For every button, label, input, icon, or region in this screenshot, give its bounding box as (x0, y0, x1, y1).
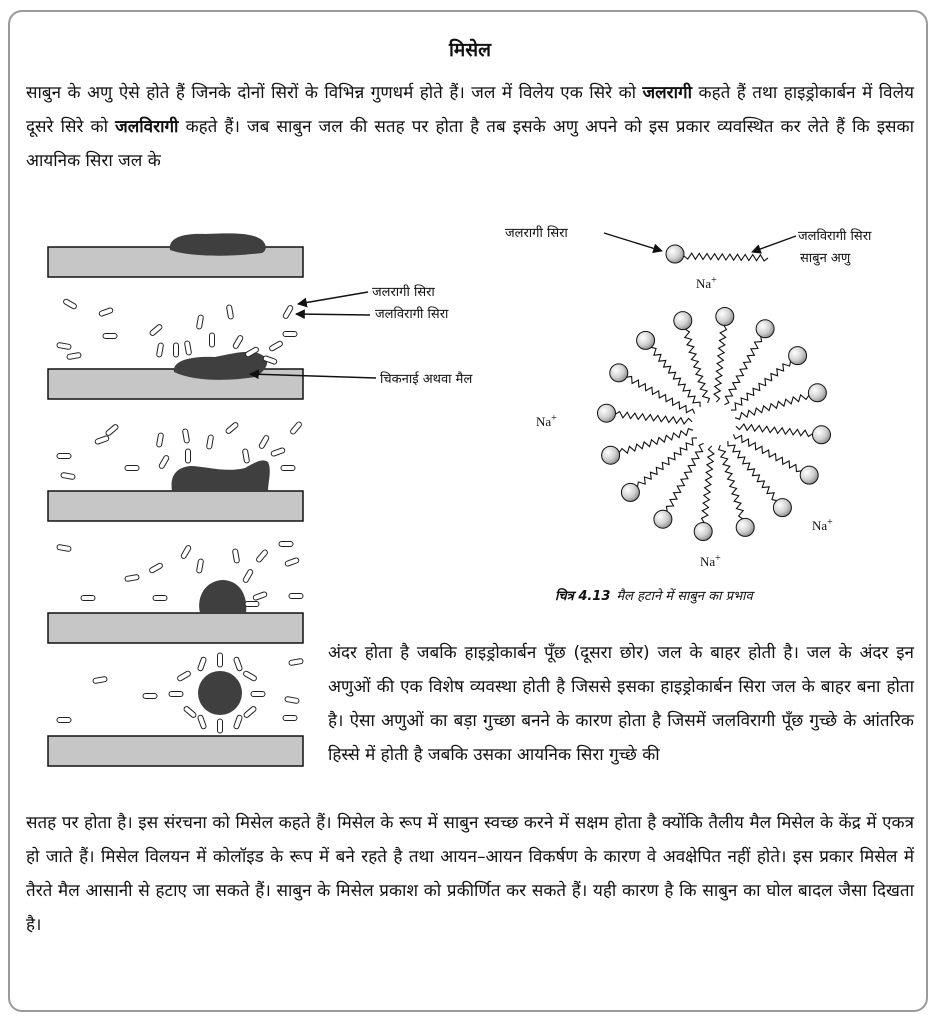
soap-molecule (99, 307, 114, 316)
soap-molecule (282, 305, 293, 320)
soap-molecule (197, 715, 206, 730)
sodium-ion-left (536, 413, 557, 429)
ionic-head (694, 523, 712, 541)
micelle-diagram (598, 308, 831, 541)
soap-molecule (143, 694, 157, 699)
soap-molecule (61, 472, 76, 479)
soap-molecule (289, 658, 304, 665)
soap-molecule (258, 435, 269, 450)
soap-molecule (81, 596, 95, 601)
label-molecule-hydrophilic: जलरागी सिरा (505, 226, 568, 241)
soap-molecule (196, 315, 203, 330)
soap-molecule (283, 332, 297, 337)
hydrocarbon-tail (731, 361, 791, 410)
ionic-head (674, 312, 692, 330)
sodium-charge: + (827, 517, 833, 528)
soap-molecule (271, 447, 286, 456)
ionic-head (789, 347, 807, 365)
hydrocarbon-tail (728, 441, 777, 501)
soap-molecule (218, 719, 223, 733)
hydrocarbon-tail (685, 329, 710, 403)
soap-molecule (57, 544, 72, 551)
hydrocarbon-tail (651, 347, 700, 407)
soap-molecule (125, 466, 139, 471)
soap-molecule (285, 557, 300, 566)
label-grease-dirt: चिकनाई अथवा मैल (380, 372, 473, 387)
intro-text-3: कहते हैं। जब साबुन जल की सतह पर होता है तब इसके अणु अपने को इस प्रकार व्यवस्थित कर लेते हैं कि इसका आयनिक सिरा जल के (26, 117, 914, 171)
soap-molecule (125, 574, 140, 581)
ionic-head (716, 308, 734, 326)
hydrocarbon-tail (735, 395, 809, 420)
sodium-symbol: Na (812, 518, 828, 533)
label-hydrophilic-end: जलरागी सिरा (372, 285, 435, 300)
soap-molecule (105, 424, 119, 437)
label-hydrophobic-end: जलविरागी सिरा (375, 307, 449, 322)
soap-molecule (243, 706, 257, 719)
ionic-head (602, 446, 620, 464)
soap-molecule (149, 562, 164, 573)
soap-molecule (218, 653, 223, 667)
hydrocarbon-tail (719, 445, 744, 519)
soap-molecule (279, 542, 293, 547)
hydrocarbon-tail (619, 429, 693, 454)
soap-molecule (242, 569, 253, 584)
soap-molecule (256, 549, 269, 563)
soap-molecule (63, 298, 78, 309)
single-soap-molecule (505, 225, 872, 266)
intro-text-2: कहते हैं तथा हाइड्रोकार्बन में विलेय दूसरे सिरे को (26, 83, 914, 137)
ionic-head (654, 510, 672, 528)
closing-paragraph: सतह पर होता है। इस संरचना को मिसेल कहते हैं। मिसेल के रूप में साबुन स्वच्छ करने में सक्षम होता है क्योंकि तैलीय मैल मिसेल के केंद्र में एकत्र हो जाते हैं। मिसेल विलयन में कोलॉइड के रूप में बने रहते है तथा आयन–आयन विकर्षण के कारण वे अवक्षेपित नहीं होते। इस प्रकार मिसेल में तैरते मैल आसानी से हटाए जा सकते हैं। साबुन के मिसेल प्रकाश को प्रकीर्णित कर सकते हैं। यही कारण है कि साबुन का घोल बादल जैसा दिखता है। (26, 813, 914, 935)
soap-molecule (232, 549, 239, 564)
ionic-head (808, 384, 826, 402)
soap-molecule (156, 343, 163, 358)
middle-paragraph: अंदर होता है जबकि हाइड्रोकार्बन पूँछ (दूसरा छोर) जल के बाहर होती है। जल के अंदर इन अणुओं की एक विशेष व्यवस्था होती है जिससे इसका हाइड्रोकार्बन सिरा जल के बाहर बना होता है। ऐसा अणुओं का बड़ा गुच्छा बनने के कारण होता है जिसमें जलविरागी पूँछ गुच्छे के आंतरिक हिस्से में होती है जबकि उसका आयनिक सिरा गुच्छे की (328, 643, 914, 765)
figure-caption (555, 588, 756, 604)
soap-molecule (289, 594, 303, 599)
soap-molecule (67, 352, 82, 359)
soap-molecule (290, 421, 303, 435)
soap-molecule (57, 718, 71, 723)
sodium-charge: + (551, 413, 557, 424)
soap-molecule (253, 591, 268, 600)
hydrocarbon-tail (702, 446, 715, 523)
soap-molecule (103, 334, 117, 339)
ionic-head (800, 466, 818, 484)
sodium-charge: + (715, 553, 721, 564)
soap-molecule (153, 596, 167, 601)
ionic-head (756, 320, 774, 338)
sodium-symbol: Na (696, 276, 712, 291)
soap-molecule (57, 454, 71, 459)
hydrocarbon-tail (736, 424, 813, 437)
soap-molecule (196, 559, 203, 574)
soap-molecule (169, 692, 183, 697)
hydrocarbon-tail (627, 376, 695, 413)
soap-molecule (225, 422, 239, 435)
ionic-head (813, 426, 831, 444)
soap-molecule (245, 602, 259, 607)
soap-molecule (183, 706, 197, 719)
soap-molecule (206, 435, 213, 450)
soap-molecule (233, 657, 242, 672)
soap-molecule (174, 343, 179, 357)
ionic-head (773, 499, 791, 517)
hydrocarbon-tail (616, 412, 693, 425)
ionic-head (736, 518, 754, 536)
soap-molecule (156, 433, 163, 448)
term-hydrophobic: जलविरागी (115, 117, 179, 137)
soap-molecule (251, 692, 265, 697)
soap-molecule (180, 545, 191, 560)
soap-molecule (186, 449, 191, 463)
section-title: मिसेल (448, 39, 491, 61)
intro-text-1: साबुन के अणु ऐसे होते हैं जिनके दोनों सिरों के विभिन्न गुणधर्म होते हैं। जल में विलेय एक सिरे को (26, 83, 643, 103)
hydrocarbon-tail (637, 438, 697, 487)
hydrocarbon-tail (714, 326, 727, 403)
label-molecule-hydrophobic: जलविरागी सिरा (798, 229, 872, 244)
soap-molecule (210, 333, 215, 347)
sodium-symbol: Na (536, 414, 552, 429)
soap-molecule (232, 335, 243, 350)
label-soap-molecule: साबुन अणु (800, 251, 851, 266)
soap-molecule (283, 716, 297, 721)
soap-molecule (226, 305, 233, 320)
caption-number: चित्र 4.13 (555, 589, 611, 604)
soap-molecule (158, 455, 169, 470)
soap-molecule (269, 340, 284, 351)
sodium-charge: + (711, 275, 717, 286)
hydrocarbon-tail (724, 337, 761, 405)
soap-molecule (242, 449, 249, 464)
sodium-ion-bottom (700, 553, 721, 569)
sodium-symbol: Na (700, 554, 716, 569)
soap-molecule (197, 657, 206, 672)
soap-molecule (281, 466, 295, 471)
ionic-head (610, 364, 628, 382)
caption-text: मैल हटाने में साबुन का प्रभाव (616, 589, 753, 604)
soap-molecule (177, 670, 192, 681)
soap-molecule (243, 670, 258, 681)
soap-molecule (285, 696, 300, 703)
ionic-head (598, 404, 616, 422)
sodium-ion-right (812, 517, 833, 533)
ionic-head (621, 483, 639, 501)
soap-molecule (184, 341, 191, 356)
ionic-head (637, 331, 655, 349)
soap-molecule (182, 429, 189, 444)
surface-slabs (48, 247, 303, 766)
term-hydrophilic: जलरागी (642, 83, 693, 103)
sodium-ion-top (696, 275, 717, 291)
soap-molecule (95, 435, 110, 444)
soap-molecule (149, 324, 163, 337)
hydrocarbon-tail (733, 434, 801, 471)
soap-molecule (93, 676, 108, 683)
hydrocarbon-tail (666, 443, 703, 511)
soap-molecule (233, 715, 242, 730)
soap-molecule (57, 342, 72, 349)
